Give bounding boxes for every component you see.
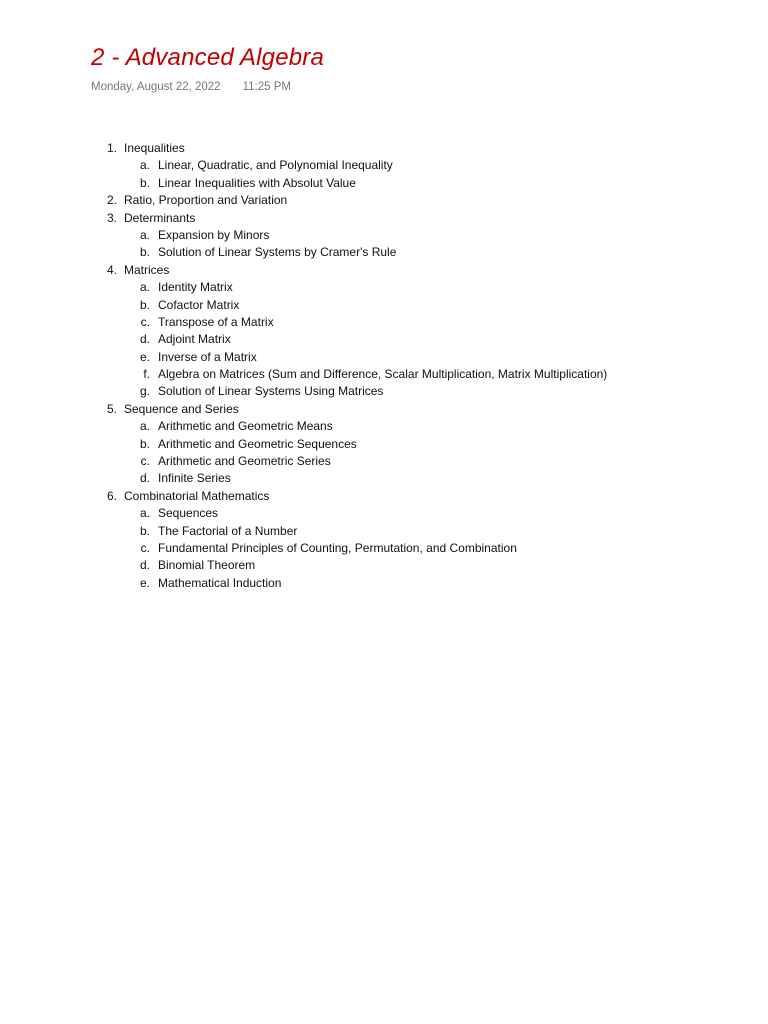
list-marker: a. (139, 280, 150, 295)
list-marker: b. (139, 175, 150, 190)
sub-list-item (101, 575, 741, 592)
sub-list-item (101, 175, 741, 192)
sub-list-item (101, 297, 741, 314)
sub-list-item (101, 366, 741, 383)
sub-list-item (101, 540, 741, 557)
sub-list-item (101, 244, 741, 261)
topic-outline (101, 140, 741, 592)
list-marker: a. (139, 419, 150, 434)
sub-list-item (101, 157, 741, 174)
sub-list-item (101, 523, 741, 540)
list-item-label: Arithmetic and Geometric Means (158, 419, 333, 434)
list-marker: e. (139, 349, 150, 364)
sub-list-item (101, 227, 741, 244)
list-marker: b. (139, 523, 150, 538)
list-item-label: Identity Matrix (158, 280, 233, 295)
list-marker: c. (140, 540, 150, 555)
sub-list-item (101, 349, 741, 366)
list-item (101, 210, 741, 227)
list-item-label: Expansion by Minors (158, 227, 270, 242)
page-title: 2 - Advanced Algebra (91, 44, 325, 71)
list-item-label: Algebra on Matrices (Sum and Difference, Scalar Multiplication, Matrix Multiplication) (158, 367, 608, 382)
sub-list-item (101, 436, 741, 453)
sub-list-item (101, 383, 741, 400)
list-marker: 2. (106, 193, 117, 208)
sub-list-item (101, 314, 741, 331)
list-marker: a. (139, 506, 150, 521)
list-marker: 5. (106, 401, 117, 416)
list-marker: d. (139, 332, 150, 347)
list-marker: g. (139, 384, 150, 399)
list-marker: e. (139, 575, 150, 590)
list-marker: f. (143, 367, 150, 382)
list-marker: d. (139, 558, 150, 573)
list-item (101, 262, 741, 279)
list-item-label: Sequences (158, 506, 219, 521)
list-item-label: Inverse of a Matrix (158, 349, 257, 364)
list-marker: c. (140, 454, 150, 469)
page-time: 11:25 PM (242, 81, 291, 93)
list-item-label: Combinatorial Mathematics (124, 488, 270, 503)
list-item-label: Binomial Theorem (158, 558, 256, 573)
list-item-label: Infinite Series (158, 471, 231, 486)
list-item (101, 192, 741, 209)
list-marker: 1. (106, 141, 117, 155)
list-item-label: Linear Inequalities with Absolut Value (158, 175, 356, 190)
sub-list-item (101, 453, 741, 470)
list-item (101, 488, 741, 505)
list-marker: b. (139, 297, 150, 312)
sub-list-item (101, 557, 741, 574)
list-marker: a. (139, 158, 150, 173)
page-metadata (91, 81, 291, 93)
list-item-label: Matrices (124, 262, 170, 277)
list-item-label: Solution of Linear Systems Using Matrices (158, 384, 384, 399)
list-item-label: Fundamental Principles of Counting, Permutation, and Combination (158, 540, 517, 555)
list-marker: a. (139, 227, 150, 242)
list-item-label: Ratio, Proportion and Variation (124, 193, 288, 208)
list-marker: 6. (106, 488, 117, 503)
list-marker: d. (139, 471, 150, 486)
sub-list-item (101, 505, 741, 522)
list-item (101, 401, 741, 418)
list-item-label: Transpose of a Matrix (158, 314, 274, 329)
list-item-label: Linear, Quadratic, and Polynomial Inequality (158, 158, 393, 173)
list-item-label: Inequalities (124, 141, 185, 155)
list-marker: c. (140, 314, 150, 329)
list-item-label: Arithmetic and Geometric Sequences (158, 436, 357, 451)
sub-list-item (101, 279, 741, 296)
list-marker: 4. (106, 262, 117, 277)
list-marker: b. (139, 245, 150, 260)
list-item-label: Adjoint Matrix (158, 332, 231, 347)
list-marker: 3. (106, 210, 117, 225)
sub-list-item (101, 470, 741, 487)
list-marker: b. (139, 436, 150, 451)
list-item-label: Mathematical Induction (158, 575, 282, 590)
list-item-label: Solution of Linear Systems by Cramer's Rule (158, 245, 397, 260)
list-item-label: Arithmetic and Geometric Series (158, 454, 331, 469)
list-item-label: Cofactor Matrix (158, 297, 240, 312)
sub-list-item (101, 418, 741, 435)
list-item-label: The Factorial of a Number (158, 523, 298, 538)
sub-list-item (101, 331, 741, 348)
page-date: Monday, August 22, 2022 (91, 81, 221, 93)
list-item-label: Determinants (124, 210, 196, 225)
list-item-label: Sequence and Series (124, 401, 239, 416)
list-item (101, 140, 741, 157)
